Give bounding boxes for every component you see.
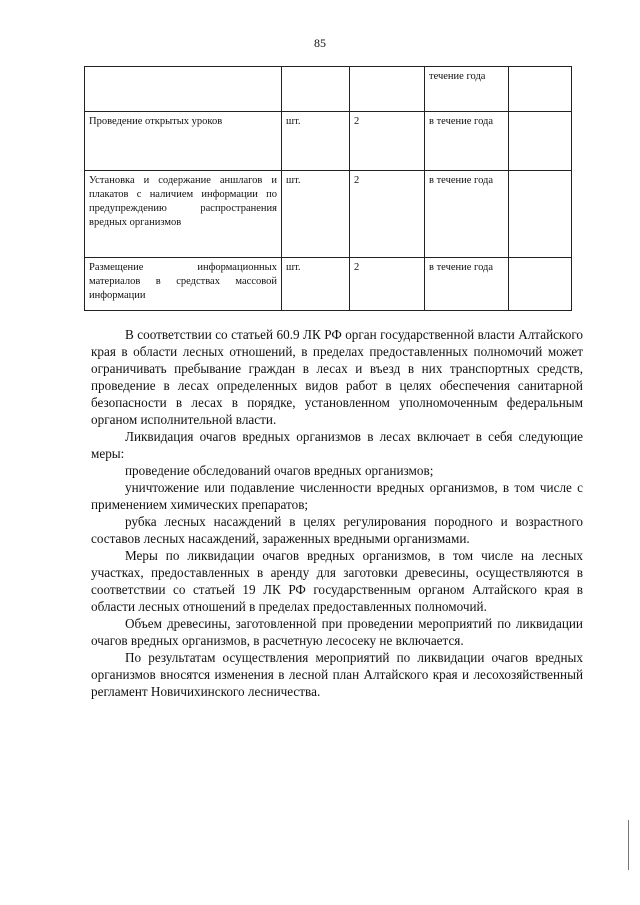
table-cell-period: в течение года (425, 258, 509, 311)
list-item: рубка лесных насаждений в целях регулирования породного и возрастного составов лесных насаждений, зараженных вредными организмами. (91, 514, 583, 546)
table-cell-period: в течение года (425, 171, 509, 258)
table-cell-name: Размещение информационных материалов в средствах массовой информации (85, 258, 282, 311)
paragraph: Ликвидация очагов вредных организмов в лесах включает в себя следующие меры: (91, 429, 583, 461)
table-cell-extra (509, 258, 572, 311)
list-item: уничтожение или подавление численности вредных организмов, в том числе с применением химических препаратов; (91, 480, 583, 512)
table-row (85, 112, 572, 171)
table-cell-extra (509, 67, 572, 112)
paragraph: В соответствии со статьей 60.9 ЛК РФ орган государственной власти Алтайского края в области лесных отношений, в пределах предоставленных полномочий может ограничивать пребывание граждан в лесах и въезд в них транспортных средств, проведение в лесах определенных видов работ в целях обеспечения санитарной безопасности в лесах в порядке, установленном уполномоченным федеральным органом исполнительной власти. (91, 327, 583, 427)
table-cell-amount: 2 (350, 258, 425, 311)
table-cell-period: течение года (425, 67, 509, 112)
page-number: 85 (314, 36, 326, 50)
table-row (85, 171, 572, 258)
table-cell-unit: шт. (282, 112, 350, 171)
paragraph: Объем древесины, заготовленной при проведении мероприятий по ликвидации очагов вредных организмов, в расчетную лесосеку не включается. (91, 616, 583, 648)
table-cell-period: в течение года (425, 112, 509, 171)
measures-table (84, 66, 572, 311)
table-cell-amount (350, 67, 425, 112)
table-cell-unit: шт. (282, 258, 350, 311)
table-cell-amount: 2 (350, 112, 425, 171)
table-cell-unit: шт. (282, 171, 350, 258)
table-cell-amount: 2 (350, 171, 425, 258)
body-text (91, 326, 583, 700)
scan-edge-mark (628, 820, 629, 870)
table-cell-name: Установка и содержание аншлагов и плакатов с наличием информации по предупреждению распространения вредных организмов (85, 171, 282, 258)
table-cell-name: Проведение открытых уроков (85, 112, 282, 171)
table-cell-name (85, 67, 282, 112)
paragraph: Меры по ликвидации очагов вредных организмов, в том числе на лесных участках, предоставленных в аренду для заготовки древесины, осуществляются в соответствии со статьей 19 ЛК РФ государственным органом Алтайского края в области лесных отношений в пределах предоставленных полномочий. (91, 548, 583, 614)
table-row (85, 258, 572, 311)
list-item: проведение обследований очагов вредных организмов; (125, 463, 434, 478)
table-cell-unit (282, 67, 350, 112)
table-cell-extra (509, 171, 572, 258)
table-row (85, 67, 572, 112)
paragraph: По результатам осуществления мероприятий по ликвидации очагов вредных организмов вносятся изменения в лесной план Алтайского края и лесохозяйственный регламент Новичихинского лесничества. (91, 650, 583, 699)
table-cell-extra (509, 112, 572, 171)
